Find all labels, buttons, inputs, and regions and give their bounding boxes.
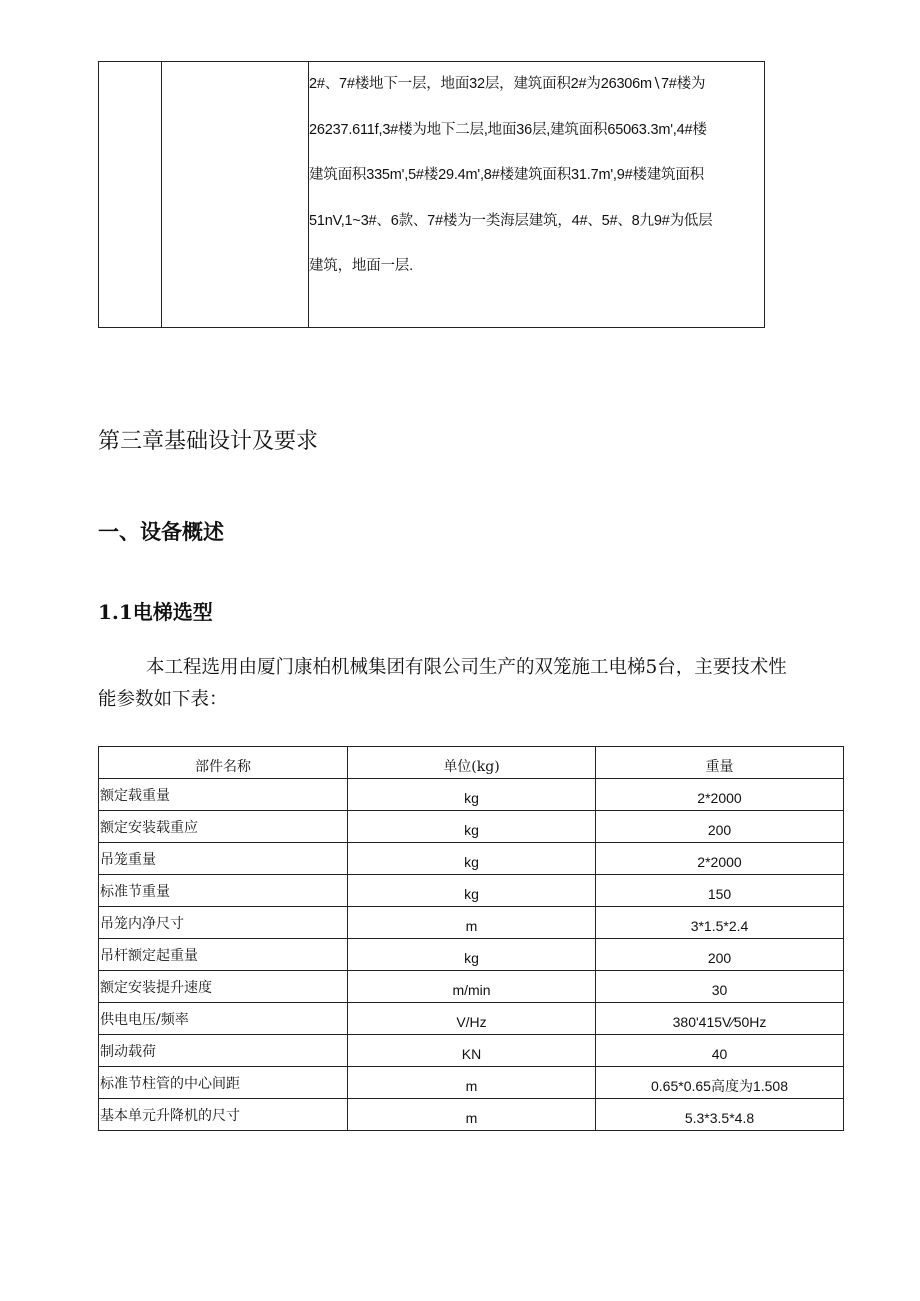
chapter-title: 第三章基础设计及要求	[98, 429, 319, 454]
part-value: 200	[596, 939, 844, 971]
paragraph-line: 能参数如下表：	[98, 689, 228, 710]
part-value: 380'415V∕50Hz	[596, 1003, 844, 1035]
subsection-title: 1.1电梯选型	[98, 600, 213, 624]
description-line: 26237.611f,3#楼为地下二层,地面36层,建筑面积65063.3m',4#楼	[309, 121, 707, 138]
part-unit: kg	[348, 939, 596, 971]
part-value: 2*2000	[596, 779, 844, 811]
header-unit: 单位(kg)	[348, 747, 596, 779]
part-name: 吊杆额定起重量	[99, 939, 348, 971]
table-row	[99, 971, 844, 1003]
table-cell-blank	[99, 62, 162, 328]
table-row	[99, 1035, 844, 1067]
part-unit: kg	[348, 875, 596, 907]
part-value: 40	[596, 1035, 844, 1067]
table-row	[99, 875, 844, 907]
intro-paragraph	[98, 652, 848, 716]
part-name: 供电电压/频率	[99, 1003, 348, 1035]
table-row	[99, 1067, 844, 1099]
table-row	[99, 1099, 844, 1131]
spec-table	[98, 746, 844, 1131]
description-line: 建筑面积335m',5#楼29.4m',8#楼建筑面积31.7m',9#楼建筑面积	[309, 167, 704, 183]
part-unit: kg	[348, 843, 596, 875]
section-title: 一、设备概述	[98, 520, 224, 544]
part-name: 吊笼重量	[99, 843, 348, 875]
part-value: 0.65*0.65高度为1.508	[596, 1067, 844, 1099]
part-name: 制动载荷	[99, 1035, 348, 1067]
table-row	[99, 843, 844, 875]
part-unit: kg	[348, 779, 596, 811]
table-row	[99, 939, 844, 971]
header-part-name: 部件名称	[99, 747, 348, 779]
part-unit: m	[348, 1067, 596, 1099]
project-info-table	[98, 61, 765, 328]
header-weight: 重量	[596, 747, 844, 779]
table-row	[99, 62, 765, 328]
part-name: 标准节柱管的中心间距	[99, 1067, 348, 1099]
part-value: 200	[596, 811, 844, 843]
part-name: 额定安装载重应	[99, 811, 348, 843]
table-row	[99, 1003, 844, 1035]
part-value: 150	[596, 875, 844, 907]
part-name: 额定安装提升速度	[99, 971, 348, 1003]
part-value: 5.3*3.5*4.8	[596, 1099, 844, 1131]
description-line: 建筑，地面一层.	[309, 258, 413, 274]
part-name: 额定载重量	[99, 779, 348, 811]
table-row	[99, 779, 844, 811]
paragraph-line: 本工程选用由厦门康柏机械集团有限公司生产的双笼施工电梯5台，主要技术性	[146, 657, 787, 678]
table-cell-blank	[162, 62, 309, 328]
part-name: 吊笼内净尺寸	[99, 907, 348, 939]
description-line: 51nV,1~3#、6款、7#楼为一类海层建筑，4#、5#、8九9#为低层	[309, 212, 713, 229]
table-row	[99, 907, 844, 939]
part-unit: kg	[348, 811, 596, 843]
table-row	[99, 811, 844, 843]
part-name: 基本单元升降机的尺寸	[99, 1099, 348, 1131]
part-unit: m	[348, 1099, 596, 1131]
part-unit: KN	[348, 1035, 596, 1067]
part-value: 3*1.5*2.4	[596, 907, 844, 939]
project-description-cell	[309, 62, 765, 328]
part-unit: m	[348, 907, 596, 939]
part-value: 30	[596, 971, 844, 1003]
part-unit: V/Hz	[348, 1003, 596, 1035]
description-line: 2#、7#楼地下一层，地面32层，建筑面积2#为26306m∖7#楼为	[309, 76, 706, 92]
part-unit: m/min	[348, 971, 596, 1003]
part-name: 标准节重量	[99, 875, 348, 907]
table-header-row	[99, 747, 844, 779]
part-value: 2*2000	[596, 843, 844, 875]
